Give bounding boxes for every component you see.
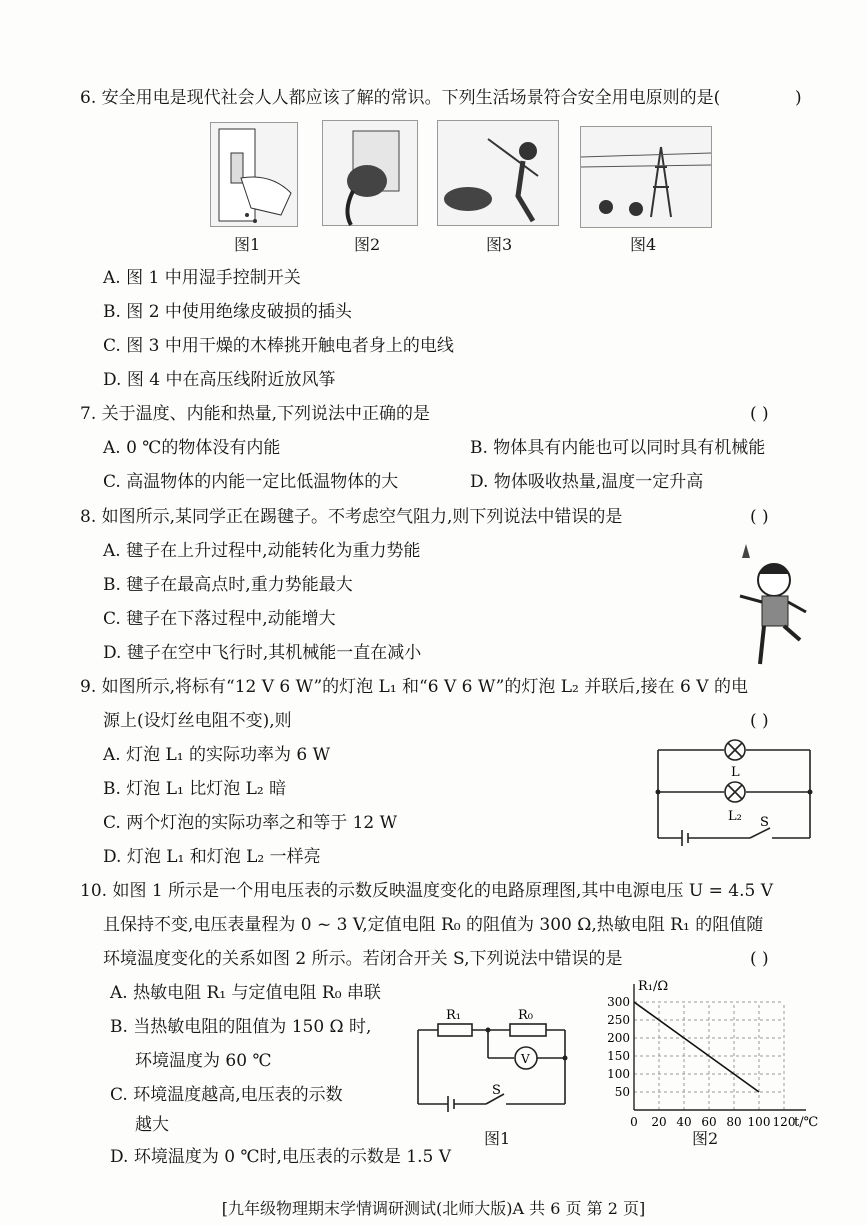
q9-option-d: D. 灯泡 L₁ 和灯泡 L₂ 一样亮 (103, 847, 321, 867)
q9-option-a: A. 灯泡 L₁ 的实际功率为 6 W (103, 745, 331, 765)
q7-option-c: C. 高温物体的内能一定比低温物体的大 (103, 472, 399, 492)
q8-option-d: D. 毽子在空中飞行时,其机械能一直在减小 (103, 643, 422, 663)
q9-stem-line2: 源上(设灯丝电阻不变),则 (103, 711, 292, 731)
x-tick-label: 80 (726, 1115, 742, 1129)
rescue-electric-shock-image (437, 120, 559, 226)
kite-near-power-line-image (580, 126, 712, 228)
y-tick-label: 150 (607, 1049, 630, 1063)
q6-fig4-label: 图4 (630, 235, 657, 254)
q6-fig1-label: 图1 (234, 235, 261, 254)
q8-option-a: A. 毽子在上升过程中,动能转化为重力势能 (103, 541, 421, 561)
q6-paren: ) (795, 88, 802, 108)
q10-stem-line3: 环境温度变化的关系如图 2 所示。若闭合开关 S,下列说法中错误的是 (103, 949, 623, 969)
x-axis-label: t/℃ (794, 1115, 819, 1130)
q7-option-a: A. 0 ℃的物体没有内能 (103, 438, 281, 458)
q10-option-d: D. 环境温度为 0 ℃时,电压表的示数是 1.5 V (110, 1147, 451, 1167)
shuttlecock-kicking-girl-image (732, 540, 812, 668)
series-line (634, 1002, 759, 1092)
switch-s-label: S (760, 815, 769, 830)
q9-option-b: B. 灯泡 L₁ 比灯泡 L₂ 暗 (103, 779, 287, 799)
q10-option-c-line2: 越大 (135, 1115, 169, 1135)
q10-paren: ( ) (750, 949, 769, 969)
y-tick-label: 200 (607, 1031, 630, 1045)
q6-fig3-label: 图3 (486, 235, 513, 254)
broken-plug-image (322, 120, 418, 226)
x-tick-label: 100 (747, 1115, 771, 1129)
switch-label: S (492, 1083, 501, 1098)
q10-fig1-label: 图1 (484, 1129, 511, 1148)
parallel-bulb-circuit (650, 736, 820, 848)
q10-fig2-label: 图2 (692, 1129, 719, 1148)
y-tick-label: 50 (614, 1085, 630, 1099)
x-tick-label: 0 (630, 1115, 638, 1129)
bulb-l2-label: L₂ (728, 809, 742, 824)
r1-label: R₁ (446, 1007, 461, 1023)
q10-stem-line1: 10. 如图 1 所示是一个用电压表的示数反映温度变化的电路原理图,其中电源电压 U = 4.5 V (80, 881, 773, 901)
q8-paren: ( ) (750, 507, 769, 527)
q10-option-a: A. 热敏电阻 R₁ 与定值电阻 R₀ 串联 (110, 983, 381, 1003)
q10-stem-line2: 且保持不变,电压表量程为 0 ~ 3 V,定值电阻 R₀ 的阻值为 300 Ω,热敏电阻 R₁ 的阻值随 (103, 915, 764, 935)
q10-option-b-line1: B. 当热敏电阻的阻值为 150 Ω 时, (110, 1017, 372, 1037)
q6-option-d: D. 图 4 中在高压线附近放风筝 (103, 370, 336, 390)
q6-option-c: C. 图 3 中用干燥的木棒挑开触电者身上的电线 (103, 336, 454, 356)
q7-stem: 7. 关于温度、内能和热量,下列说法中正确的是 (80, 404, 431, 424)
q9-paren: ( ) (750, 711, 769, 731)
q9-option-c: C. 两个灯泡的实际功率之和等于 12 W (103, 813, 398, 833)
q6-option-b: B. 图 2 中使用绝缘皮破损的插头 (103, 302, 352, 322)
y-axis-label: R₁/Ω (638, 979, 669, 994)
resistance-temperature-chart (596, 978, 821, 1134)
q8-stem: 8. 如图所示,某同学正在踢毽子。不考虑空气阻力,则下列说法中错误的是 (80, 507, 623, 527)
x-tick-label: 20 (651, 1115, 667, 1129)
x-tick-label: 40 (676, 1115, 692, 1129)
q6-option-a: A. 图 1 中用湿手控制开关 (103, 268, 301, 288)
q10-option-b-line2: 环境温度为 60 ℃ (135, 1051, 272, 1071)
x-tick-label: 120 (772, 1115, 796, 1129)
q6-fig2-label: 图2 (354, 235, 381, 254)
q6-stem: 6. 安全用电是现代社会人人都应该了解的常识。下列生活场景符合安全用电原则的是( (80, 88, 721, 108)
q9-stem-line1: 9. 如图所示,将标有“12 V 6 W”的灯泡 L₁ 和“6 V 6 W”的灯泡 L₂ 并联后,接在 6 V 的电 (80, 677, 748, 697)
y-tick-label: 250 (607, 1013, 630, 1027)
q8-option-c: C. 毽子在下落过程中,动能增大 (103, 609, 336, 629)
voltmeter-label: V (521, 1052, 530, 1066)
page-footer: [九年级物理期末学情调研测试(北师大版)A 共 6 页 第 2 页] (221, 1199, 646, 1218)
q8-option-b: B. 毽子在最高点时,重力势能最大 (103, 575, 353, 595)
y-tick-label: 100 (607, 1067, 630, 1081)
r0-label: R₀ (518, 1007, 533, 1023)
y-tick-label: 300 (607, 995, 630, 1009)
q7-option-d: D. 物体吸收热量,温度一定升高 (470, 472, 704, 492)
x-tick-label: 60 (701, 1115, 717, 1129)
bulb-l1-label: L (731, 765, 740, 780)
q7-paren: ( ) (750, 404, 769, 424)
wet-hand-switch-image (210, 122, 298, 227)
q10-option-c-line1: C. 环境温度越高,电压表的示数 (110, 1085, 343, 1105)
thermistor-circuit (410, 1007, 580, 1116)
q7-option-b: B. 物体具有内能也可以同时具有机械能 (470, 438, 766, 458)
